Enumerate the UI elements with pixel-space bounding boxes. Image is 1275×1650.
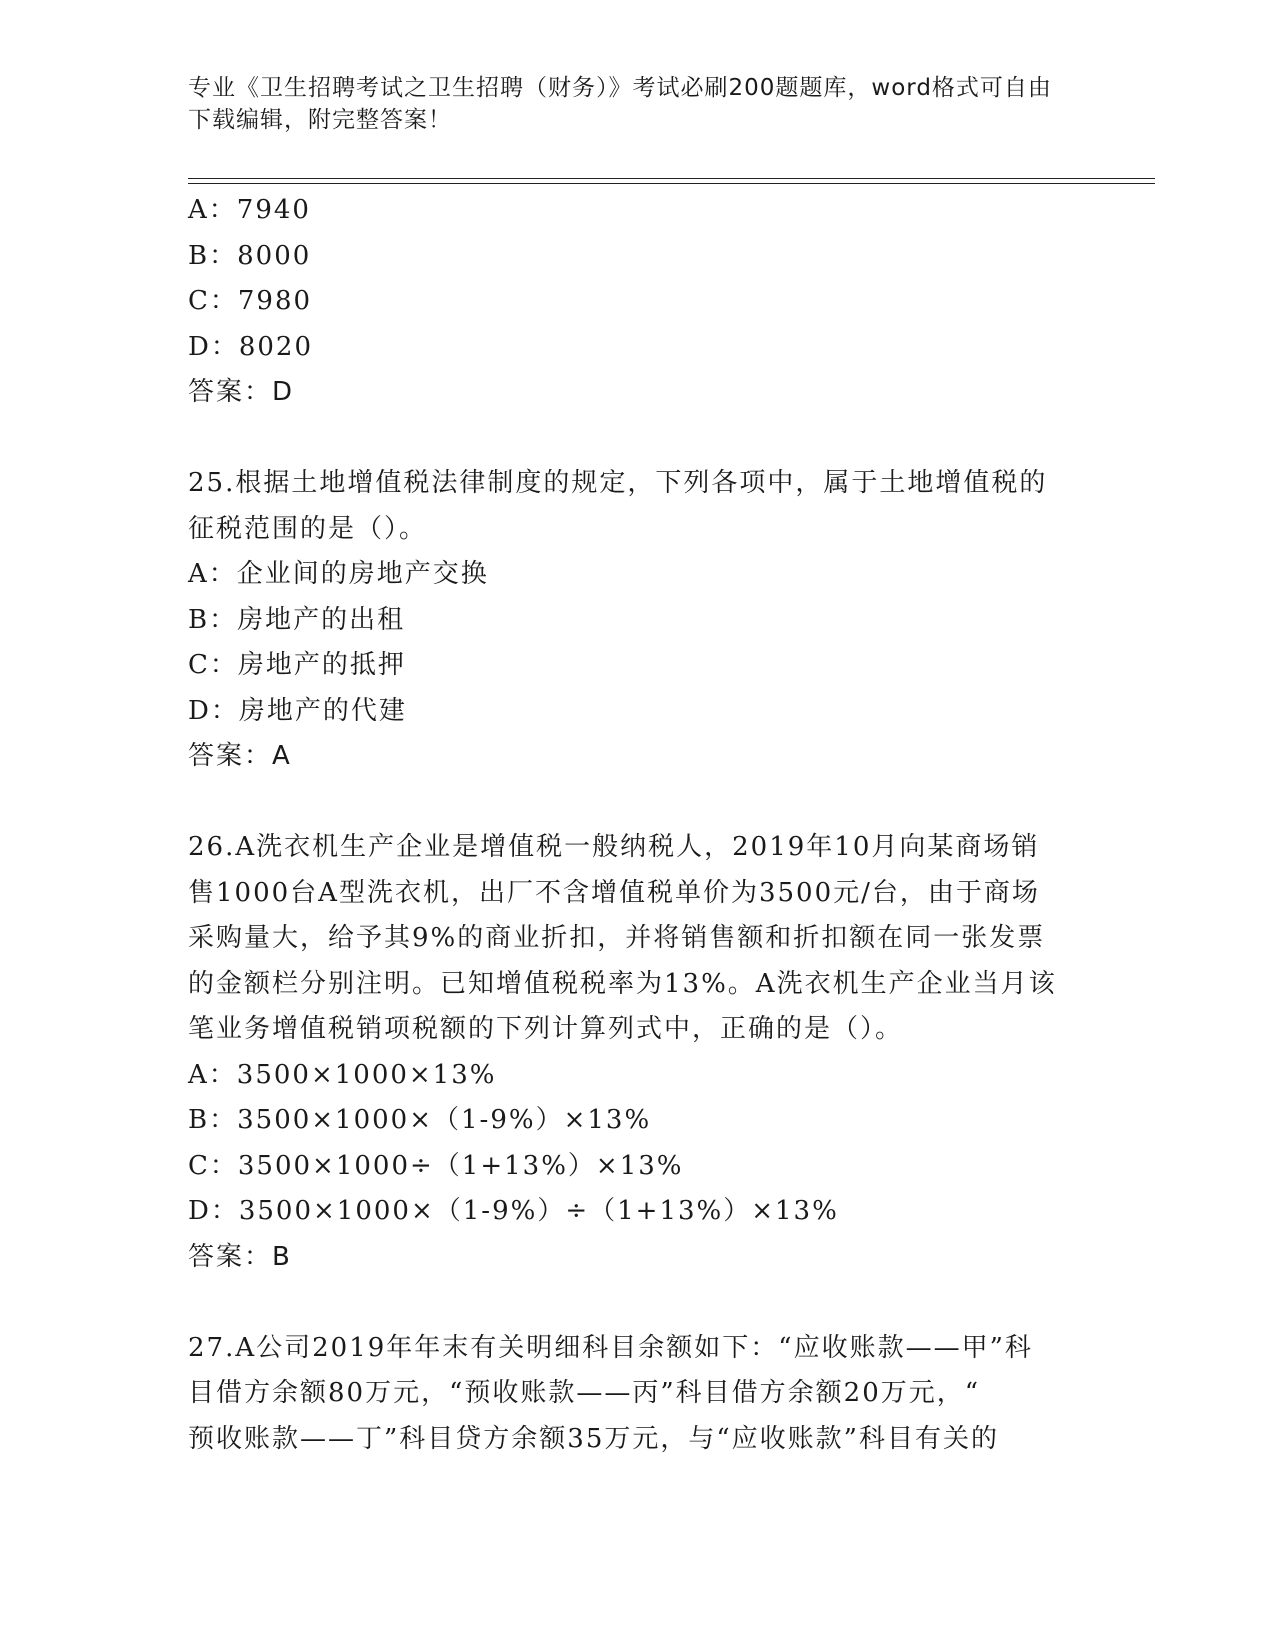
header-rule-bottom [188, 183, 1155, 184]
question-26 [188, 825, 1088, 1280]
option-a: A：3500×1000×13% [188, 1059, 497, 1090]
question-text-line: 的金额栏分别注明。已知增值税税率为13%。A洗衣机生产企业当月该 [188, 968, 1057, 999]
question-text-line: 售1000台A型洗衣机，出厂不含增值税单价为3500元/台，由于商场 [188, 877, 1040, 908]
question-27 [188, 1326, 1088, 1463]
answer-line: 答案：A [188, 741, 292, 771]
option-b: B：8000 [188, 240, 312, 271]
question-text-line: 25.根据土地增值税法律制度的规定，下列各项中，属于土地增值税的 [188, 468, 1048, 498]
option-c: C：7980 [188, 286, 313, 316]
question-text-line: 26.A洗衣机生产企业是增值税一般纳税人，2019年10月向某商场销 [188, 832, 1040, 862]
option-a: A：7940 [188, 195, 311, 225]
option-c: C：3500×1000÷（1+13%）×13% [188, 1150, 684, 1181]
option-d: D：房地产的代建 [188, 695, 407, 726]
document-header: 专业《卫生招聘考试之卫生招聘（财务）》考试必刷200题题库，word格式可自由下载编辑，附完整答案！ [188, 75, 1052, 133]
answer-line: 答案：D [188, 377, 295, 407]
option-b: B：房地产的出租 [188, 604, 406, 635]
question-text-line: 征税范围的是（）。 [188, 513, 428, 544]
question-25 [188, 461, 1088, 780]
spacer [188, 416, 1088, 462]
spacer [188, 1280, 1088, 1326]
option-b: B：3500×1000×（1-9%）×13% [188, 1105, 652, 1135]
option-d: D：3500×1000×（1-9%）÷（1+13%）×13% [188, 1196, 839, 1226]
question-text-line: 目借方余额80万元，“预收账款——丙”科目借方余额20万元，“ [188, 1378, 981, 1408]
question-24-options [188, 188, 1088, 416]
option-d: D：8020 [188, 331, 314, 362]
question-text-line: 预收账款——丁”科目贷方余额35万元，与“应收账款”科目有关的 [188, 1423, 999, 1454]
option-c: C：房地产的抵押 [188, 650, 406, 680]
answer-line: 答案：B [188, 1241, 292, 1272]
option-a: A：企业间的房地产交换 [188, 559, 489, 589]
header-rule-top [188, 178, 1155, 179]
spacer [188, 780, 1088, 826]
question-text-line: 27.A公司2019年年末有关明细科目余额如下：“应收账款——甲”科 [188, 1332, 1033, 1363]
document-content [188, 188, 1088, 1462]
question-text-line: 笔业务增值税销项税额的下列计算列式中，正确的是（）。 [188, 1014, 904, 1044]
question-text-line: 采购量大，给予其9%的商业折扣，并将销售额和折扣额在同一张发票 [188, 923, 1046, 953]
